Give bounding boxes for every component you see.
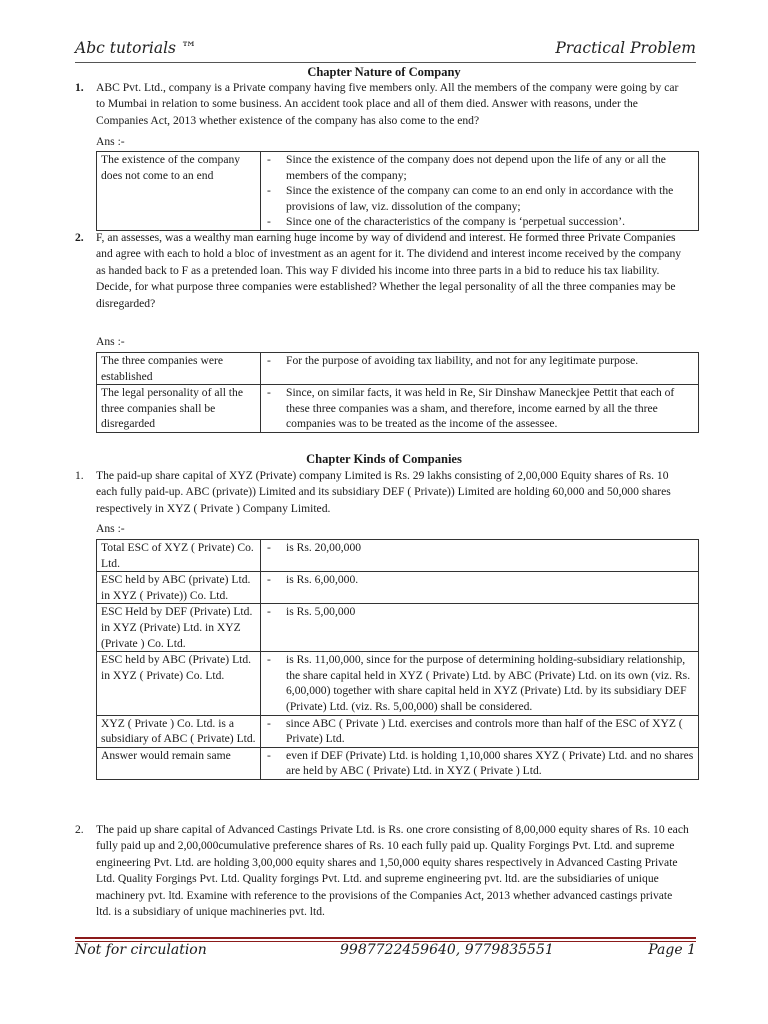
table-row bbox=[97, 385, 699, 433]
table-row bbox=[97, 152, 699, 231]
list-item: - is Rs. 6,00,000. bbox=[261, 572, 694, 588]
footer-left: Not for circulation bbox=[75, 942, 207, 958]
table-cell-right bbox=[261, 540, 699, 572]
answer-label: Ans :- bbox=[96, 335, 125, 348]
question-1-kinds bbox=[75, 468, 690, 517]
question-text-continued: Decide, for what purpose three companies were established? Whether the legal personality of all the three companies may be disregarded? bbox=[96, 280, 676, 310]
table-row bbox=[97, 715, 699, 747]
table-cell-left: ESC held by ABC (Private) Ltd. in XYZ ( Private) Co. Ltd. bbox=[97, 652, 261, 715]
list-item: - since ABC ( Private ) Ltd. exercises and controls more than half of the ESC of XYZ ( Private) Ltd. bbox=[261, 716, 694, 747]
table-cell-left: XYZ ( Private ) Co. Ltd. is a subsidiary of ABC ( Private) Ltd. bbox=[97, 715, 261, 747]
table-cell-left: Total ESC of XYZ ( Private) Co. Ltd. bbox=[97, 540, 261, 572]
chapter-title-kinds: Chapter Kinds of Companies bbox=[306, 452, 462, 466]
table-cell-left: The existence of the company does not come to an end bbox=[97, 152, 261, 231]
table-cell-left: ESC Held by DEF (Private) Ltd. in XYZ (Private) Ltd. in XYZ (Private ) Co. Ltd. bbox=[97, 604, 261, 652]
footer-phone: 9987722459640, 9779835551 bbox=[340, 942, 554, 958]
list-item: - Since one of the characteristics of the company is ‘perpetual succession’. bbox=[261, 214, 694, 230]
table-cell-left: Answer would remain same bbox=[97, 747, 261, 779]
question-text: ABC Pvt. Ltd., company is a Private company having five members only. All the members of the company were going by car to Mumbai in relation to some business. An accident took place and all of them died. Answer with reasons, under the Companies Act, 2013 whether existence of the company has also come to the end? bbox=[96, 81, 679, 127]
table-cell-right bbox=[261, 604, 699, 652]
table-cell-right bbox=[261, 353, 699, 385]
question-number: 2. bbox=[75, 231, 84, 244]
page-number: Page 1 bbox=[648, 942, 696, 958]
table-row bbox=[97, 747, 699, 779]
chapter-title-nature: Chapter Nature of Company bbox=[307, 65, 461, 79]
page-header bbox=[75, 40, 696, 62]
table-row bbox=[97, 572, 699, 604]
table-cell-left: The three companies were established bbox=[97, 353, 261, 385]
list-item: - Since, on similar facts, it was held in Re, Sir Dinshaw Maneckjee Pettit that each of these three companies was a sham, and therefore, income earned by all the three companies was to be treated as the income of the assessee. bbox=[261, 385, 694, 432]
question-number: 1. bbox=[75, 81, 84, 94]
table-cell-right bbox=[261, 652, 699, 715]
table-cell-right bbox=[261, 572, 699, 604]
table-row bbox=[97, 540, 699, 572]
table-cell-right bbox=[261, 385, 699, 433]
table-cell-right bbox=[261, 152, 699, 231]
list-item: - even if DEF (Private) Ltd. is holding 1,10,000 shares XYZ ( Private) Ltd. and no shares are held by ABC ( Private) Ltd. in XYZ ( Private ) Ltd. bbox=[261, 748, 694, 779]
header-divider bbox=[75, 62, 696, 63]
answer-table-1 bbox=[96, 151, 699, 231]
list-item: - is Rs. 5,00,000 bbox=[261, 604, 694, 620]
table-cell-right bbox=[261, 715, 699, 747]
list-item: - is Rs. 11,00,000, since for the purpose of determining holding-subsidiary relationship, the share capital held in XYZ ( Private) Ltd. by ABC (Private) Ltd. on its own (viz. Rs. 6,00,000) together with share capital held in XYZ (Private) Ltd. by its subsidiary DEF (Private) Ltd. (viz. Rs. 5,00,000) shall be considered. bbox=[261, 652, 694, 714]
list-item: - is Rs. 20,00,000 bbox=[261, 540, 694, 556]
table-row bbox=[97, 604, 699, 652]
footer-divider bbox=[75, 937, 696, 939]
question-1-nature bbox=[75, 80, 690, 129]
list-item: - For the purpose of avoiding tax liability, and not for any legitimate purpose. bbox=[261, 353, 694, 369]
answer-table-3 bbox=[96, 539, 699, 780]
table-cell-left: The legal personality of all the three companies shall be disregarded bbox=[97, 385, 261, 433]
question-text: The paid up share capital of Advanced Castings Private Ltd. is Rs. one crore consisting of 8,00,000 equity shares of Rs. 10 each fully paid up and 2,00,000cumulative preference shares of Rs. 10 each fully paid up. Quality Forgings Pvt. Ltd. and supreme engineering Pvt. Ltd. are holding 3,00,000 equity shares and 1,50,000 equity shares respectively in Advanced Casting Private Ltd. Quality Forgings Pvt. Ltd. Quality forgings Pvt. Ltd. and supreme engineering pvt. ltd. are the subsidiaries of unique machinery pvt. ltd. Examine with reference to the provisions of the Companies Act, 2013 whether advanced castings private ltd. is a subsidiary of unique machineries pvt. ltd. bbox=[96, 823, 689, 919]
answer-table-2 bbox=[96, 352, 699, 433]
question-2-kinds bbox=[75, 822, 690, 920]
question-number: 1. bbox=[75, 469, 84, 482]
table-row bbox=[97, 353, 699, 385]
question-2-nature bbox=[75, 230, 690, 312]
header-right: Practical Problem bbox=[555, 39, 696, 57]
answer-label: Ans :- bbox=[96, 135, 125, 148]
question-text: F, an assesses, was a wealthy man earning huge income by way of dividend and interest. He formed three Private Companies and agree with each to hold a bloc of investment as an agent for it. The dividend and interest income received by the company as handed back to F as a pretended loan. This way F divided his income into three parts in a bid to reduce his tax liability. bbox=[96, 231, 682, 277]
table-cell-right bbox=[261, 747, 699, 779]
table-row bbox=[97, 652, 699, 715]
answer-label: Ans :- bbox=[96, 522, 125, 535]
list-item: - Since the existence of the company can come to an end only in accordance with the provisions of law, viz. dissolution of the company; bbox=[261, 183, 694, 214]
header-left: Abc tutorials ™ bbox=[75, 39, 197, 57]
page-footer bbox=[75, 942, 696, 962]
question-number: 2. bbox=[75, 823, 84, 836]
table-cell-left: ESC held by ABC (private) Ltd. in XYZ ( Private)) Co. Ltd. bbox=[97, 572, 261, 604]
list-item: - Since the existence of the company does not depend upon the life of any or all the members of the company; bbox=[261, 152, 694, 183]
question-text: The paid-up share capital of XYZ (Private) company Limited is Rs. 29 lakhs consisting of 2,00,000 Equity shares of Rs. 10 each fully paid-up. ABC (private)) Limited and its subsidiary DEF ( Private)) Limited are holding 60,000 and 50,000 shares respectively in XYZ ( Private ) Company Limited. bbox=[96, 469, 671, 515]
